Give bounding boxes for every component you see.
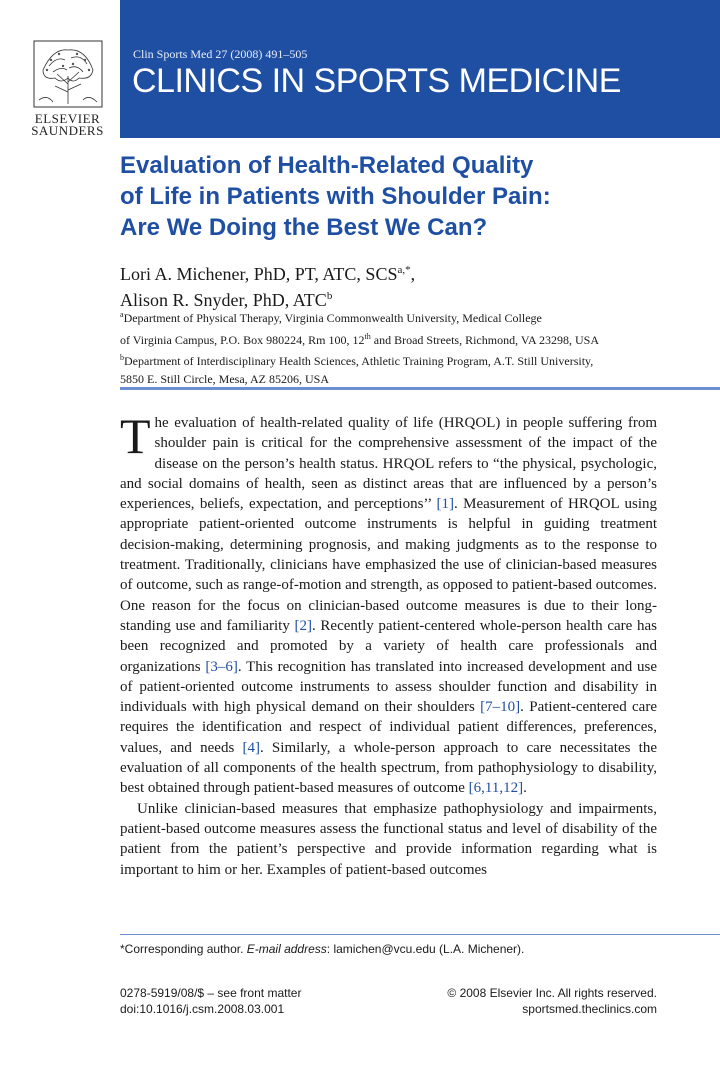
footnote-divider (120, 934, 720, 935)
affiliation-b (120, 349, 660, 388)
affiliation-a-label: a (120, 310, 124, 319)
affiliation-b-line-2: 5850 E. Still Circle, Mesa, AZ 85206, USA (120, 371, 329, 386)
doi-link[interactable]: doi:10.1016/j.csm.2008.03.001 (120, 1002, 285, 1016)
citation-link-3-6[interactable]: [3–6] (205, 658, 238, 675)
elsevier-logo (20, 40, 115, 136)
author-2-name: Alison R. Snyder, PhD, ATC (120, 290, 327, 310)
affiliation-b-line-1: Department of Interdisciplinary Health Sciences, Athletic Training Program, A.T. Still University, (124, 354, 594, 368)
article-body (120, 408, 658, 880)
elsevier-tree-icon (33, 40, 103, 108)
article-title (120, 150, 680, 243)
paragraph-1-text-6: . Similarly, a whole-person approach to care necessitates the evaluation of all components of the health spectrum, from pathophysiology to disability, best obtained through patient-based measures of outcome (120, 739, 657, 797)
affiliation-b-label: b (120, 353, 124, 362)
corresponding-author-footnote (120, 934, 720, 956)
author-1-name: Lori A. Michener, PhD, PT, ATC, SCS (120, 264, 398, 284)
author-1-affil-marker: a,* (397, 264, 411, 276)
publisher-name: ELSEVIER (34, 111, 101, 126)
paragraph-1-text-7: . (523, 780, 527, 797)
author-2-affil-marker: b (326, 290, 333, 302)
title-line-1: Evaluation of Health-Related Quality (120, 152, 534, 179)
citation-link-4[interactable]: [4] (242, 739, 260, 756)
affiliations (120, 306, 660, 388)
author-email-link[interactable]: lamichen@vcu.edu (333, 942, 436, 956)
affiliation-a-line-2: of Virginia Campus, P.O. Box 980224, Rm 100, 12 (120, 332, 365, 347)
citation-link-7-10[interactable]: [7–10] (480, 699, 521, 716)
journal-citation: Clin Sports Med 27 (2008) 491–505 (133, 47, 308, 61)
journal-title: CLINICS IN SPORTS MEDICINE (132, 62, 621, 100)
footnote-prefix: *Corresponding author. (120, 942, 247, 956)
header-divider (120, 387, 720, 390)
affiliation-a-line-3: and Broad Streets, Richmond, VA 23298, USA (370, 332, 599, 347)
email-separator: : (326, 942, 334, 956)
paragraph-1-text-3: . Recently patient-centered whole-person health care has been recognized and promoted by a variety of health care professionals and organizations (120, 617, 657, 675)
footer-right (447, 985, 657, 1017)
drop-cap: T (120, 408, 151, 464)
paragraph-1-text-5: . Patient-centered care requires the identification and respect of individual patient differences, preferences, values, and needs (120, 699, 657, 756)
affiliation-a (120, 306, 660, 349)
author-list (120, 259, 415, 311)
citation-link-2[interactable]: [2] (294, 617, 312, 634)
paragraph-1-text-2: . Measurement of HRQOL using appropriate patient-oriented outcome instruments is helpful in guiding treatment decision-making, determining prognosis, and making judgments as to the response to treatment. Traditionally, clinicians have emphasized the use of clinician-based measures of outcome, such as range-of-motion and strength, as opposed to patient-based outcomes. One reason for the focus on clinician-based outcome measures is due to their long-standing use and familiarity (120, 496, 657, 634)
title-line-3: Are We Doing the Best We Can? (120, 214, 488, 241)
author-1-separator: , (410, 264, 416, 284)
title-line-2: of Life in Patients with Shoulder Pain: (120, 183, 551, 210)
author-1 (120, 259, 415, 285)
journal-website-link[interactable]: sportsmed.theclinics.com (522, 1002, 657, 1016)
footer-left (120, 985, 301, 1017)
paragraph-1-text-1: he evaluation of health-related quality of life (HRQOL) in people suffering from shoulder pain is critical for the comprehensive assessment of the impact of the disease on the person’s health status. HRQOL refers to “the physical, psychologic, and social domains of health, seen as distinct areas that are influenced by a person’s experiences, beliefs, expectation, and perceptions’’ (120, 415, 657, 513)
citation-link-1[interactable]: [1] (436, 496, 455, 513)
journal-banner (120, 0, 720, 138)
affiliation-a-ordinal: th (364, 331, 371, 341)
citation-link-6-11-12[interactable]: [6,11,12] (468, 780, 524, 797)
affiliation-a-line-1: Department of Physical Therapy, Virginia Commonwealth University, Medical College (123, 311, 542, 325)
email-label: E-mail address (246, 942, 327, 956)
paragraph-1-text-4: . This recognition has translated into increased development and use of patient-oriented outcome instruments to assess shoulder function and disability in individuals with high physical demand on their shoulders (120, 658, 658, 716)
paragraph-2: Unlike clinician-based measures that emphasize pathophysiology and impairments, patient-based outcome measures assess the functional status and level of disability of the patient from the patient’s perspective and provide information regarding what is important to him or her. Examples of patient-based outcomes (120, 800, 657, 878)
imprint-name: SAUNDERS (31, 123, 104, 138)
footnote-suffix: (L.A. Michener). (435, 942, 525, 956)
issn-line: 0278-5919/08/$ – see front matter (120, 986, 302, 1000)
paragraph-1 (120, 408, 658, 799)
copyright-line: © 2008 Elsevier Inc. All rights reserved. (447, 986, 657, 1000)
